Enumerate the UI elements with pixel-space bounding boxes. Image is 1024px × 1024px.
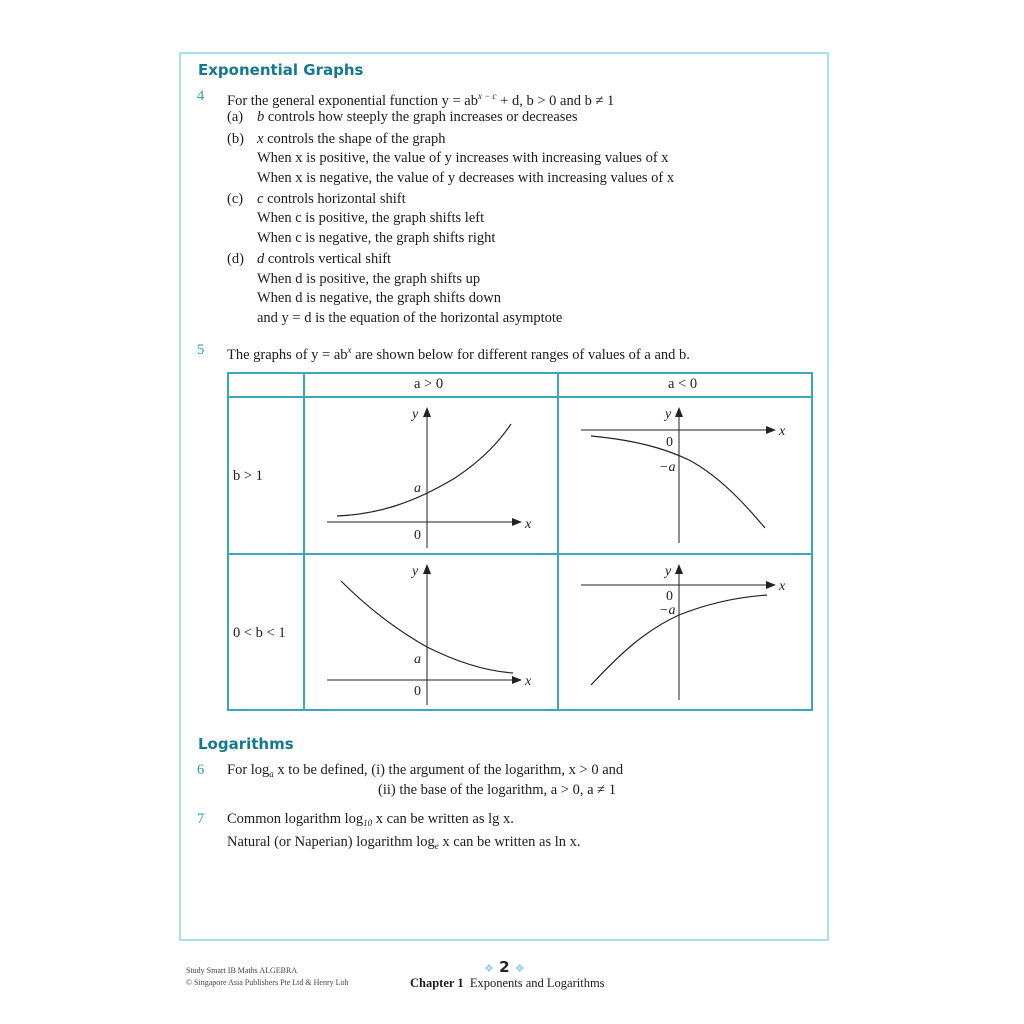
x-label: x	[779, 424, 786, 439]
item7-line1: Common logarithm $\log_{10} x$ can be written as lg x.	[227, 811, 514, 828]
x-label: x	[779, 579, 786, 594]
footer-book-title: Study Smart IB Maths ALGEBRA	[186, 966, 298, 975]
x-label: x	[525, 674, 532, 689]
item6-line1: For $\log_a x$ to be defined, (i) the argument of the logarithm, x > 0 and	[227, 762, 624, 779]
curve	[337, 424, 511, 516]
item4-d-label: (d)	[227, 251, 244, 267]
curve	[591, 436, 765, 528]
x-label: x	[525, 517, 532, 532]
item4-c-line1: When c is positive, the graph shifts left	[257, 210, 485, 226]
y-label: y	[665, 407, 672, 422]
item5-text: The graphs of $y = ab^x$ are shown below for different ranges of values of a and b.	[227, 345, 690, 363]
item4-d-line1: When d is positive, the graph shifts up	[257, 271, 481, 287]
graph-a-neg-b-lt1	[559, 555, 811, 710]
y-label: y	[412, 407, 419, 422]
y-label: y	[665, 564, 672, 579]
header-a-negative: a < 0	[668, 376, 698, 392]
item-number-7: 7	[197, 811, 205, 827]
graph-a-pos-b-gt1	[305, 398, 557, 553]
diamond-icon-left: ❖	[484, 962, 494, 975]
graph-a-neg-b-gt1	[559, 398, 811, 553]
origin-label: 0	[414, 684, 421, 699]
item-number-5: 5	[197, 342, 205, 358]
intercept-a-label: a	[414, 481, 421, 496]
origin-label: 0	[414, 528, 421, 543]
item4-d-line2: When d is negative, the graph shifts down	[257, 290, 502, 306]
item4-d-line3: and y = d is the equation of the horizontal asymptote	[257, 310, 563, 326]
header-a-positive: a > 0	[414, 376, 444, 392]
item4-intro: For the general exponential function $y = ab^{x - c} + d$, b > 0 and b ≠ 1	[227, 91, 615, 109]
item7-line2: Natural (or Naperian) logarithm $\log_e x$ can be written as ln x.	[227, 834, 581, 851]
item4-b-label: (b)	[227, 131, 244, 147]
item4-d-text: d controls vertical shift	[257, 251, 392, 267]
intercept-neg-a-label: −a	[659, 460, 676, 475]
diamond-icon-right: ❖	[514, 962, 525, 975]
item4-c-line2: When c is negative, the graph shifts right	[257, 230, 496, 246]
intercept-a-label: a	[414, 652, 421, 667]
footer-copyright: © Singapore Asia Publishers Pte Ltd & Henry Loh	[186, 978, 349, 987]
section-title-exponential-graphs: Exponential Graphs	[198, 61, 364, 79]
item4-c-text: c controls horizontal shift	[257, 191, 406, 207]
origin-label: 0	[666, 589, 673, 604]
page-number: ❖ 2 ❖	[484, 958, 525, 976]
item4-c-label: (c)	[227, 191, 244, 207]
section-title-logarithms: Logarithms	[198, 735, 294, 753]
item4-b-line1: When x is positive, the value of y increases with increasing values of x	[257, 150, 669, 166]
item4-a-label: (a)	[227, 109, 244, 125]
y-label: y	[412, 564, 419, 579]
intercept-neg-a-label: −a	[659, 603, 676, 618]
item4-a-text: b controls how steeply the graph increases or decreases	[257, 109, 578, 125]
item-number-4: 4	[197, 88, 205, 104]
item-number-6: 6	[197, 762, 205, 778]
item4-b-line2: When x is negative, the value of y decreases with increasing values of x	[257, 170, 675, 186]
item4-b-text: x controls the shape of the graph	[257, 131, 446, 147]
origin-label: 0	[666, 435, 673, 450]
graph-a-pos-b-lt1	[305, 555, 557, 710]
row-label-b-greater-1: b > 1	[233, 468, 263, 484]
row-label-b-between-0-1: 0 < b < 1	[233, 625, 286, 641]
item6-line2: (ii) the base of the logarithm, a > 0, a ≠ 1	[378, 782, 616, 798]
footer-chapter: Chapter 1 Exponents and Logarithms	[410, 976, 605, 990]
